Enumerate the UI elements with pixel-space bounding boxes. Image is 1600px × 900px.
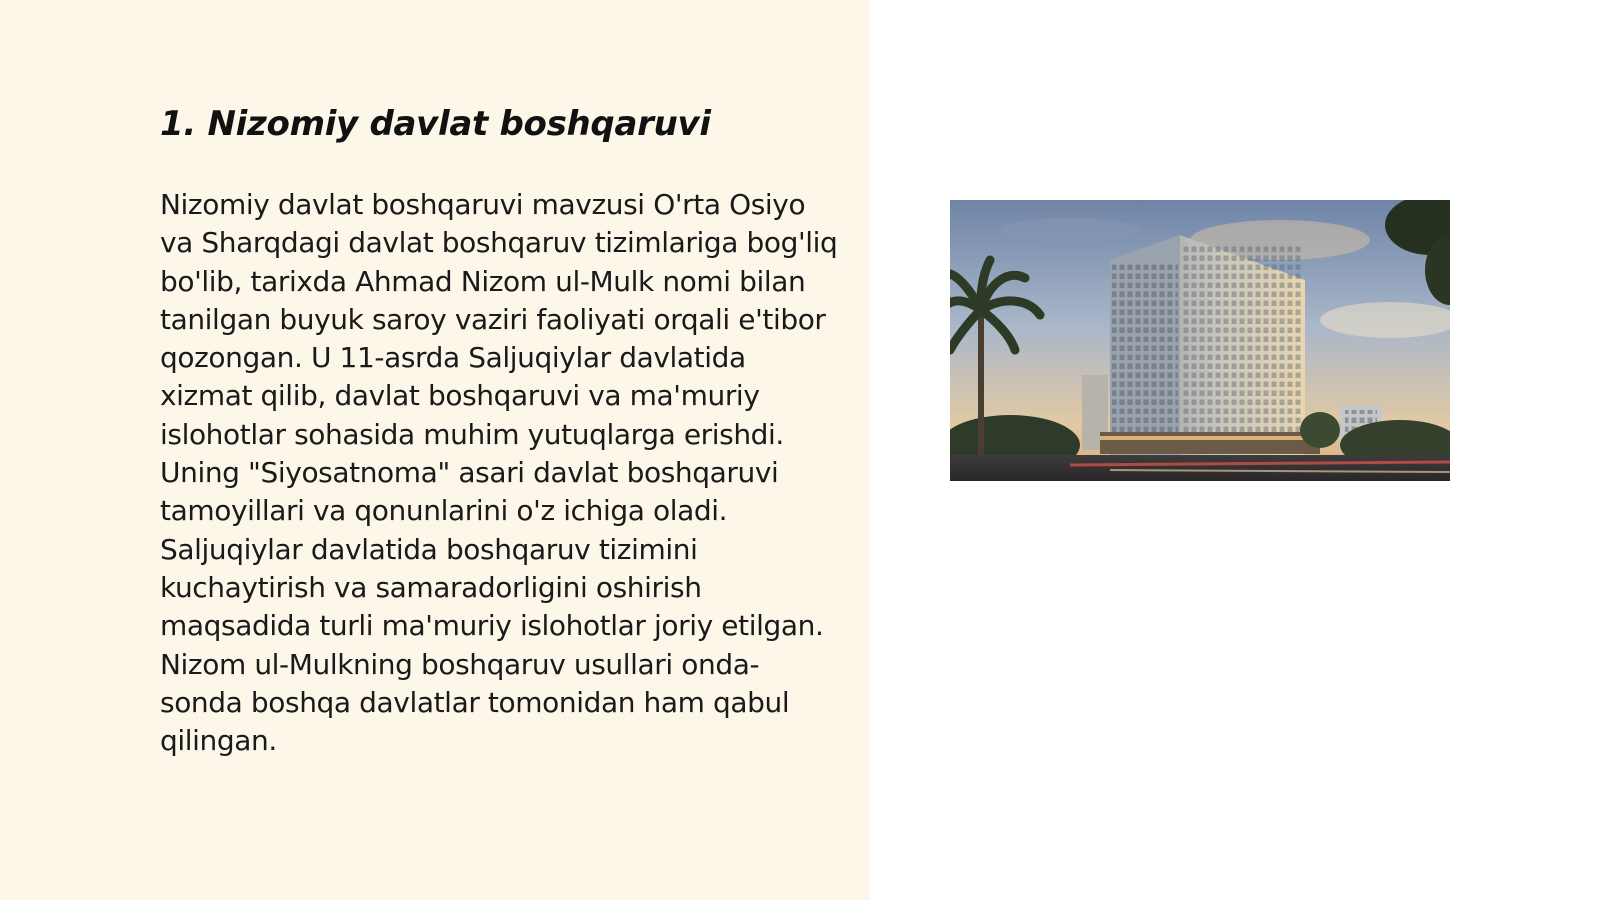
- slide-title: 1. Nizomiy davlat boshqaruvi: [160, 104, 711, 144]
- slide-body-text: Nizomiy davlat boshqaruvi mavzusi O'rta Osiyo va Sharqdagi davlat boshqaruv tizimlariga bog'liq bo'lib, tarixda Ahmad Nizom ul-Mulk nomi bilan tanilgan buyuk saroy vaziri faoliyati orqali e'tibor qozongan. U 11-asrda Saljuqiylar davlatida xizmat qilib, davlat boshqaruvi va ma'muriy islohotlar sohasida muhim yutuqlarga erishdi. Uning "Siyosatnoma" asari davlat boshqaruvi tamoyillari va qonunlarini o'z ichiga oladi. Saljuqiylar davlatida boshqaruv tizimini kuchaytirish va samaradorligini oshirish maqsadida turli ma'muriy islohotlar joriy etilgan. Nizom ul-Mulkning boshqaruv usullari onda-sonda boshqa davlatlar tomonidan ham qabul qilingan.: [160, 188, 838, 758]
- building-photo: [950, 200, 1450, 481]
